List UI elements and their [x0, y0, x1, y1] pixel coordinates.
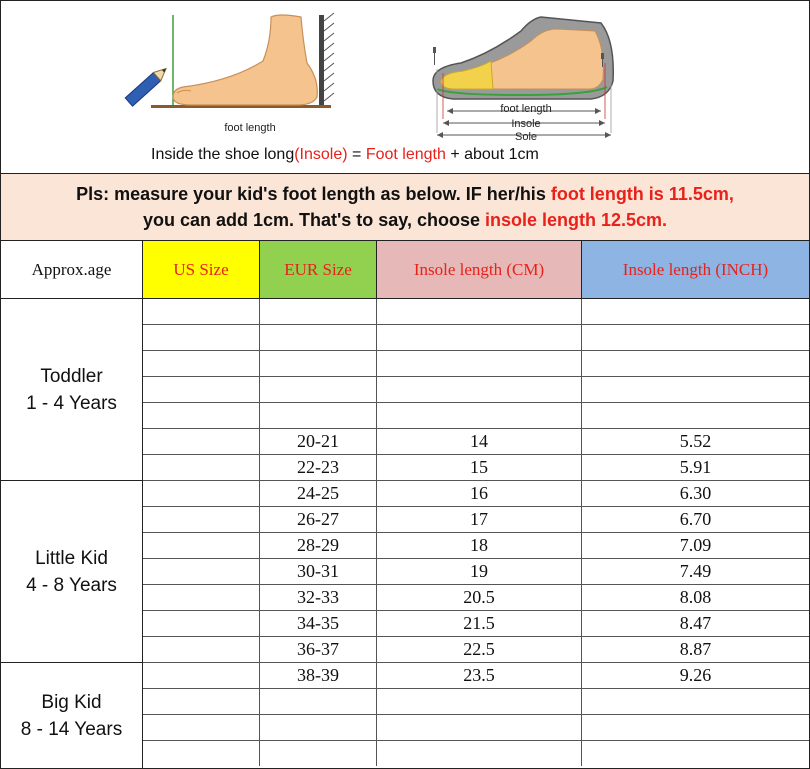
caption-foot-length: Foot length	[365, 146, 446, 163]
table-cell-us	[143, 611, 260, 637]
notice-line-1	[1, 181, 809, 207]
table-cell-eur: 22-23	[260, 455, 377, 481]
table-cell-eur	[260, 377, 377, 403]
table-cell-cm	[377, 325, 582, 351]
header-us-size: US Size	[143, 241, 260, 299]
table-cell-us	[143, 585, 260, 611]
table-cell-eur: 34-35	[260, 611, 377, 637]
table-cell-inch: 6.30	[582, 481, 809, 507]
insole-label: Insole	[511, 118, 541, 130]
table-cell-cm: 23.5	[377, 663, 582, 689]
header-eur-size: EUR Size	[260, 241, 377, 299]
table-cell-cm	[377, 351, 582, 377]
table-cell-us	[143, 663, 260, 689]
table-cell-cm	[377, 715, 582, 741]
table-cell-us	[143, 377, 260, 403]
table-cell-us	[143, 715, 260, 741]
table-cell-cm	[377, 299, 582, 325]
table-cell-us	[143, 299, 260, 325]
sole-label: Sole	[514, 131, 538, 143]
table-cell-inch	[582, 299, 809, 325]
table-cell-eur: 20-21	[260, 429, 377, 455]
table-cell-inch: 8.47	[582, 611, 809, 637]
notice-line-1-highlight: foot length is 11.5cm,	[550, 184, 734, 204]
table-cell-inch: 7.49	[582, 559, 809, 585]
table-cell-us	[143, 637, 260, 663]
table-cell-inch	[582, 377, 809, 403]
table-cell-eur: 28-29	[260, 533, 377, 559]
measurement-caption	[151, 146, 539, 164]
table-cell-us	[143, 507, 260, 533]
age-group-name: Little Kid	[35, 547, 108, 569]
table-cell-cm: 16	[377, 481, 582, 507]
table-cell-us	[143, 533, 260, 559]
table-cell-inch	[582, 715, 809, 741]
table-cell-us	[143, 403, 260, 429]
age-group-toddler	[1, 299, 143, 481]
age-group-big-kid	[1, 663, 143, 768]
age-group-range: 4 - 8 Years	[26, 574, 117, 596]
caption-insole: (Insole)	[294, 146, 348, 163]
table-cell-eur	[260, 351, 377, 377]
table-cell-inch	[582, 741, 809, 766]
table-cell-inch: 8.08	[582, 585, 809, 611]
table-cell-eur: 24-25	[260, 481, 377, 507]
table-cell-cm: 22.5	[377, 637, 582, 663]
table-cell-inch: 6.70	[582, 507, 809, 533]
table-cell-cm	[377, 741, 582, 766]
notice-line-2-highlight: insole length 12.5cm.	[484, 210, 668, 230]
header-insole-cm: Insole length (CM)	[377, 241, 582, 299]
table-cell-eur	[260, 689, 377, 715]
notice-line-2	[1, 207, 809, 233]
table-cell-cm: 17	[377, 507, 582, 533]
measurement-illustration	[1, 1, 809, 174]
table-cell-cm	[377, 377, 582, 403]
table-cell-eur	[260, 715, 377, 741]
table-cell-us	[143, 481, 260, 507]
table-cell-inch: 9.26	[582, 663, 809, 689]
table-cell-cm: 14	[377, 429, 582, 455]
table-cell-cm	[377, 403, 582, 429]
shoe-foot-length-label: foot length	[500, 103, 552, 115]
table-cell-inch	[582, 351, 809, 377]
table-cell-cm: 20.5	[377, 585, 582, 611]
table-cell-eur: 30-31	[260, 559, 377, 585]
table-cell-us	[143, 455, 260, 481]
measurement-notice	[1, 174, 809, 241]
table-cell-cm: 18	[377, 533, 582, 559]
table-cell-us	[143, 325, 260, 351]
table-cell-eur	[260, 299, 377, 325]
table-cell-eur	[260, 325, 377, 351]
table-cell-us	[143, 741, 260, 766]
age-group-range: 8 - 14 Years	[20, 718, 123, 740]
notice-line-2-text: you can add 1cm. That's to say, choose	[142, 210, 485, 230]
age-group-little-kid	[1, 481, 143, 663]
table-cell-eur: 32-33	[260, 585, 377, 611]
table-cell-cm	[377, 689, 582, 715]
table-cell-inch	[582, 325, 809, 351]
age-group-name: Big Kid	[41, 691, 102, 713]
table-cell-cm: 21.5	[377, 611, 582, 637]
table-cell-inch: 5.52	[582, 429, 809, 455]
table-cell-us	[143, 351, 260, 377]
table-cell-eur: 38-39	[260, 663, 377, 689]
table-cell-eur: 36-37	[260, 637, 377, 663]
table-cell-cm: 19	[377, 559, 582, 585]
age-group-range: 1 - 4 Years	[26, 392, 117, 414]
table-cell-inch: 7.09	[582, 533, 809, 559]
caption-equals: =	[347, 146, 366, 163]
table-cell-eur: 26-27	[260, 507, 377, 533]
foot-icon	[125, 13, 334, 108]
table-cell-inch: 5.91	[582, 455, 809, 481]
table-cell-eur	[260, 741, 377, 766]
caption-part-1: Inside the shoe long	[151, 146, 295, 163]
table-cell-eur	[260, 403, 377, 429]
table-cell-us	[143, 689, 260, 715]
table-cell-inch	[582, 689, 809, 715]
notice-line-1-text: Pls: measure your kid's foot length as below. IF her/his	[76, 184, 551, 204]
age-group-name: Toddler	[40, 365, 103, 387]
caption-tail: + about 1cm	[445, 146, 539, 163]
table-cell-us	[143, 429, 260, 455]
foot-length-label: foot length	[224, 122, 276, 134]
table-cell-inch	[582, 403, 809, 429]
header-age: Approx.age	[1, 241, 143, 299]
header-insole-inch: Insole length (INCH)	[582, 241, 809, 299]
table-cell-cm: 15	[377, 455, 582, 481]
table-cell-inch: 8.87	[582, 637, 809, 663]
table-cell-us	[143, 559, 260, 585]
